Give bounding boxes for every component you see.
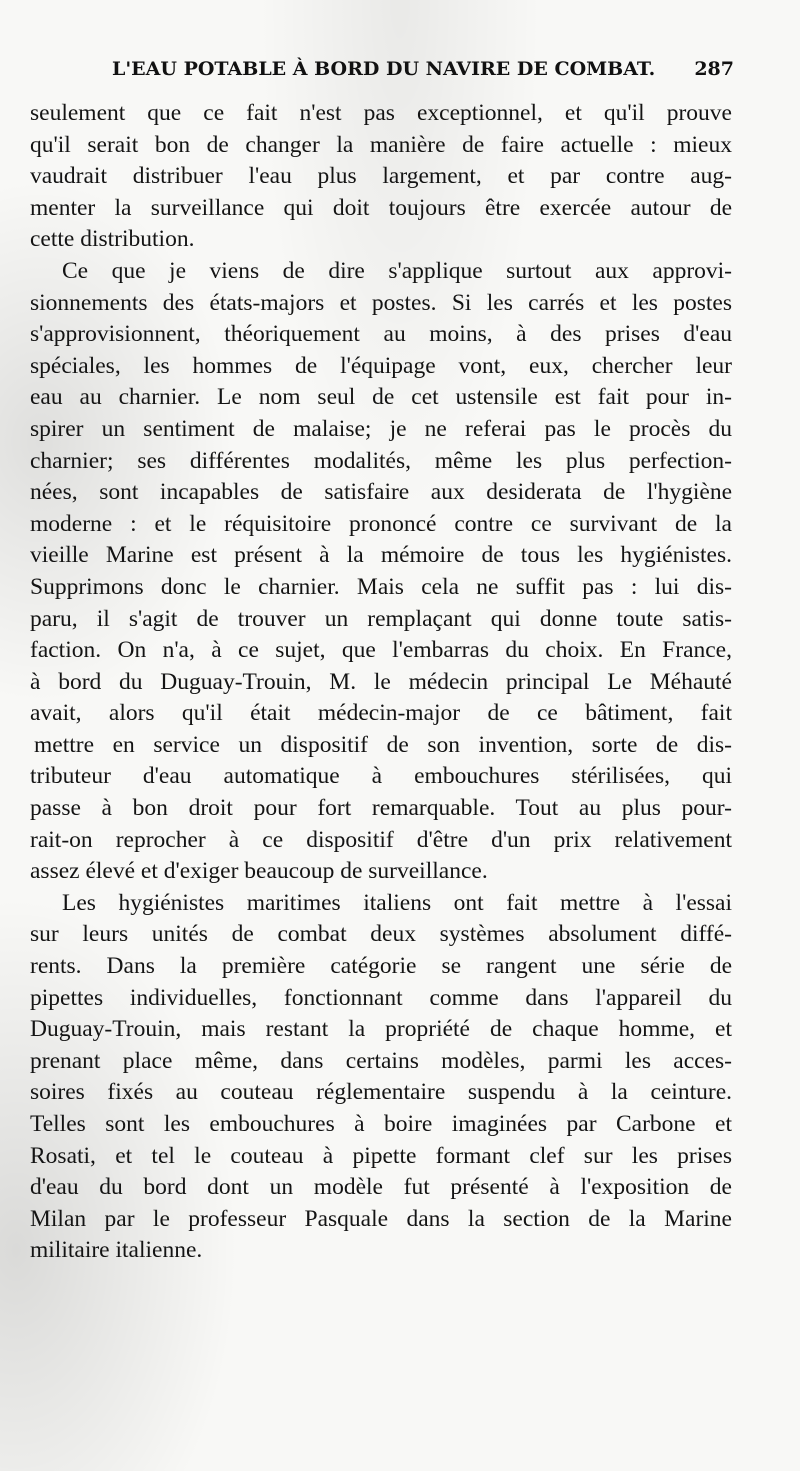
text-line: Supprimons donc le charnier. Mais cela ne suffit pas : lui dis- <box>30 573 732 600</box>
text-line: sur leurs unités de combat deux systèmes absolument diffé- <box>30 921 732 948</box>
text-line: Telles sont les embouchures à boire imaginées par Carbone et <box>30 1111 732 1137</box>
text-line: militaire italienne. <box>30 1237 203 1264</box>
text-line: tributeur d'eau automatique à embouchures stérilisées, qui <box>30 763 732 790</box>
text-line: vaudrait distribuer l'eau plus largement, et par contre aug- <box>30 163 732 190</box>
body-text <box>30 98 732 1267</box>
text-line: charnier; ses différentes modalités, même les plus perfection- <box>30 447 732 474</box>
text-line: cette distribution. <box>30 226 195 253</box>
text-line: s'approvisionnent, théoriquement au moins, à des prises d'eau <box>30 321 732 348</box>
text-line: Rosati, et tel le couteau à pipette formant clef sur les prises <box>30 1142 732 1169</box>
text-line: d'eau du bord dont un modèle fut présenté à l'exposition de <box>30 1174 732 1201</box>
text-line: nées, sont incapables de satisfaire aux desiderata de l'hygiène <box>30 479 732 506</box>
text-line: Ce que je viens de dire s'applique surtout aux approvi- <box>62 257 732 284</box>
text-line: Duguay-Trouin, mais restant la propriété de chaque homme, et <box>30 1016 732 1043</box>
text-line: Milan par le professeur Pasquale dans la section de la Marine <box>30 1205 732 1232</box>
text-line: seulement que ce fait n'est pas exceptionnel, et qu'il prouve <box>30 100 732 126</box>
text-line: faction. On n'a, à ce sujet, que l'embarras du choix. En France, <box>30 637 732 664</box>
text-line: vieille Marine est présent à la mémoire de tous les hygiénistes. <box>30 542 732 569</box>
text-line: spirer un sentiment de malaise; je ne referai pas le procès du <box>30 415 732 442</box>
text-line: Les hygiénistes maritimes italiens ont fait mettre à l'essai <box>62 889 732 916</box>
text-line: eau au charnier. Le nom seul de cet ustensile est fait pour in- <box>30 384 732 411</box>
text-line: soires fixés au couteau réglementaire suspendu à la ceinture. <box>30 1079 732 1106</box>
text-line: menter la surveillance qui doit toujours être exercée autour de <box>30 194 732 221</box>
page-number: 287 <box>694 58 734 80</box>
text-line: rait-on reprocher à ce dispositif d'être d'un prix relativement <box>30 826 732 853</box>
text-line: rents. Dans la première catégorie se rangent une série de <box>30 953 732 980</box>
text-line: moderne : et le réquisitoire prononcé contre ce survivant de la <box>30 510 732 537</box>
running-head: L'EAU POTABLE À BORD DU NAVIRE DE COMBAT. <box>112 58 656 80</box>
text-line: passe à bon droit pour fort remarquable. Tout au plus pour- <box>30 795 732 822</box>
text-line: à bord du Duguay-Trouin, M. le médecin principal Le Méhauté <box>30 668 732 695</box>
text-line: qu'il serait bon de changer la manière de faire actuelle : mieux <box>30 131 732 158</box>
text-line: mettre en service un dispositif de son invention, sorte de dis- <box>34 731 732 758</box>
text-line: spéciales, les hommes de l'équipage vont, eux, chercher leur <box>30 352 732 379</box>
text-line: prenant place même, dans certains modèles, parmi les acces- <box>30 1047 732 1074</box>
text-line: assez élevé et d'exiger beaucoup de surveillance. <box>30 858 488 885</box>
text-line: sionnements des états-majors et postes. Si les carrés et les postes <box>30 289 732 316</box>
text-line: paru, il s'agit de trouver un remplaçant qui donne toute satis- <box>30 605 732 632</box>
text-line: pipettes individuelles, fonctionnant comme dans l'appareil du <box>30 984 732 1011</box>
page-header <box>112 58 734 88</box>
text-line: avait, alors qu'il était médecin-major de ce bâtiment, fait <box>30 700 732 727</box>
